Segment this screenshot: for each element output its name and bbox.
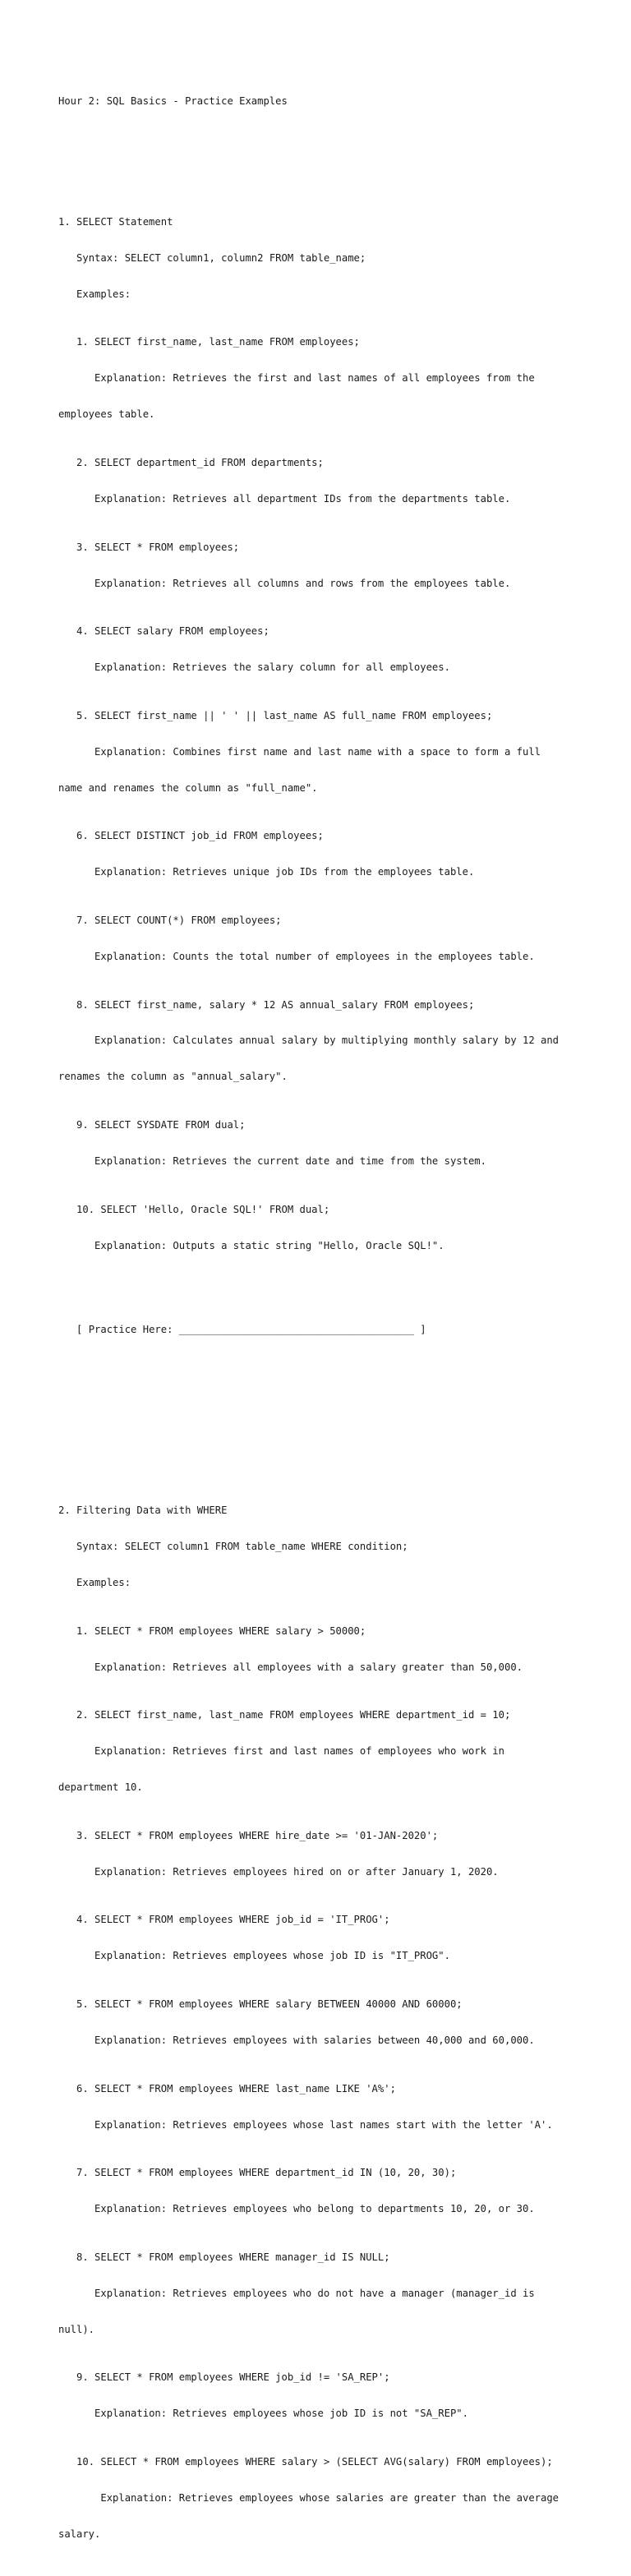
example-explanation: Explanation: Retrieves all columns and rows from the employees table. (58, 577, 511, 589)
example-explanation: Explanation: Counts the total number of employees in the employees table. (58, 950, 535, 962)
example-query: 7. SELECT COUNT(*) FROM employees; (58, 914, 282, 926)
example-query: 3. SELECT * FROM employees WHERE hire_date >= '01-JAN-2020'; (58, 1829, 439, 1841)
example-query: 6. SELECT DISTINCT job_id FROM employees; (58, 830, 324, 842)
example-query: 6. SELECT * FROM employees WHERE last_name LIKE 'A%'; (58, 2082, 396, 2094)
example-explanation: Explanation: Outputs a static string "Hello, Oracle SQL!". (58, 1239, 444, 1251)
example-explanation: Explanation: Retrieves employees whose job ID is not "SA_REP". (58, 2408, 468, 2420)
example-explanation: Explanation: Calculates annual salary by multiplying monthly salary by 12 and (58, 1035, 560, 1047)
example-query: 7. SELECT * FROM employees WHERE department_id IN (10, 20, 30); (58, 2167, 457, 2179)
example-explanation: Explanation: Retrieves employees who belong to departments 10, 20, or 30. (58, 2203, 535, 2215)
example-explanation: Explanation: Retrieves unique job IDs from the employees table. (58, 866, 475, 878)
examples-label: Examples: (58, 1576, 131, 1588)
example-query: 9. SELECT * FROM employees WHERE job_id != 'SA_REP'; (58, 2371, 390, 2384)
example-query: 5. SELECT * FROM employees WHERE salary BETWEEN 40000 AND 60000; (58, 1998, 463, 2010)
example-explanation: Explanation: Retrieves the current date and time from the system. (58, 1155, 486, 1168)
example-explanation-cont: name and renames the column as "full_name". (58, 781, 318, 794)
example-query: 9. SELECT SYSDATE FROM dual; (58, 1119, 246, 1131)
practice-blank[interactable]: [ Practice Here: _______________________________________ ] (58, 1324, 426, 1336)
example-explanation: Explanation: Retrieves employees whose salaries are greater than the average (58, 2491, 560, 2504)
example-query: 10. SELECT * FROM employees WHERE salary > (SELECT AVG(salary) FROM employees); (58, 2455, 553, 2468)
example-query: 3. SELECT * FROM employees; (58, 541, 240, 553)
blank-line (58, 1288, 584, 1300)
example-explanation: Explanation: Retrieves employees whose job ID is "IT_PROG". (58, 1950, 450, 1962)
example-explanation: Explanation: Retrieves employees whose last names start with the letter 'A'. (58, 2118, 553, 2131)
examples-label: Examples: (58, 288, 131, 300)
example-explanation: Explanation: Retrieves the first and last names of all employees from the (58, 372, 535, 385)
section-heading: 1. SELECT Statement (58, 215, 173, 228)
example-query: 4. SELECT * FROM employees WHERE job_id = 'IT_PROG'; (58, 1914, 390, 1926)
example-explanation: Explanation: Retrieves employees hired on or after January 1, 2020. (58, 1865, 499, 1878)
example-query: 10. SELECT 'Hello, Oracle SQL!' FROM dual; (58, 1203, 330, 1215)
example-explanation: Explanation: Retrieves the salary column for all employees. (58, 661, 450, 674)
example-query: 2. SELECT department_id FROM departments; (58, 456, 324, 468)
example-explanation-cont: null). (58, 2323, 95, 2335)
blank-line (58, 1360, 584, 1372)
section-where (58, 1481, 584, 2564)
document-title: Hour 2: SQL Basics - Practice Examples (58, 95, 288, 108)
example-explanation-cont: salary. (58, 2528, 101, 2540)
example-query: 1. SELECT first_name, last_name FROM employees; (58, 336, 360, 348)
example-explanation: Explanation: Retrieves all department IDs from the departments table. (58, 492, 511, 505)
example-explanation: Explanation: Combines first name and last name with a space to form a full (58, 745, 541, 758)
example-query: 2. SELECT first_name, last_name FROM employees WHERE department_id = 10; (58, 1709, 511, 1721)
example-explanation: Explanation: Retrieves employees who do not have a manager (manager_id is (58, 2287, 535, 2299)
example-query: 8. SELECT first_name, salary * 12 AS annual_salary FROM employees; (58, 998, 475, 1011)
blank-line (58, 1396, 584, 1408)
section-select (58, 192, 584, 1433)
example-explanation-cont: department 10. (58, 1781, 143, 1794)
example-explanation: Explanation: Retrieves all employees with a salary greater than 50,000. (58, 1661, 523, 1673)
example-query: 4. SELECT salary FROM employees; (58, 625, 269, 638)
example-explanation-cont: employees table. (58, 408, 155, 421)
example-query: 1. SELECT * FROM employees WHERE salary > 50000; (58, 1624, 366, 1637)
section-syntax: Syntax: SELECT column1 FROM table_name WHERE condition; (58, 1541, 408, 1552)
blank-line (58, 131, 584, 144)
example-explanation-cont: renames the column as "annual_salary". (58, 1071, 288, 1083)
section-syntax: Syntax: SELECT column1, column2 FROM table_name; (58, 251, 366, 264)
example-explanation: Explanation: Retrieves employees with salaries between 40,000 and 60,000. (58, 2034, 535, 2046)
example-explanation: Explanation: Retrieves first and last names of employees who work in (58, 1745, 504, 1758)
example-query: 5. SELECT first_name || ' ' || last_name AS full_name FROM employees; (58, 709, 493, 721)
document-body (58, 71, 584, 2576)
example-query: 8. SELECT * FROM employees WHERE manager_id IS NULL; (58, 2251, 390, 2263)
section-heading: 2. Filtering Data with WHERE (58, 1505, 228, 1517)
